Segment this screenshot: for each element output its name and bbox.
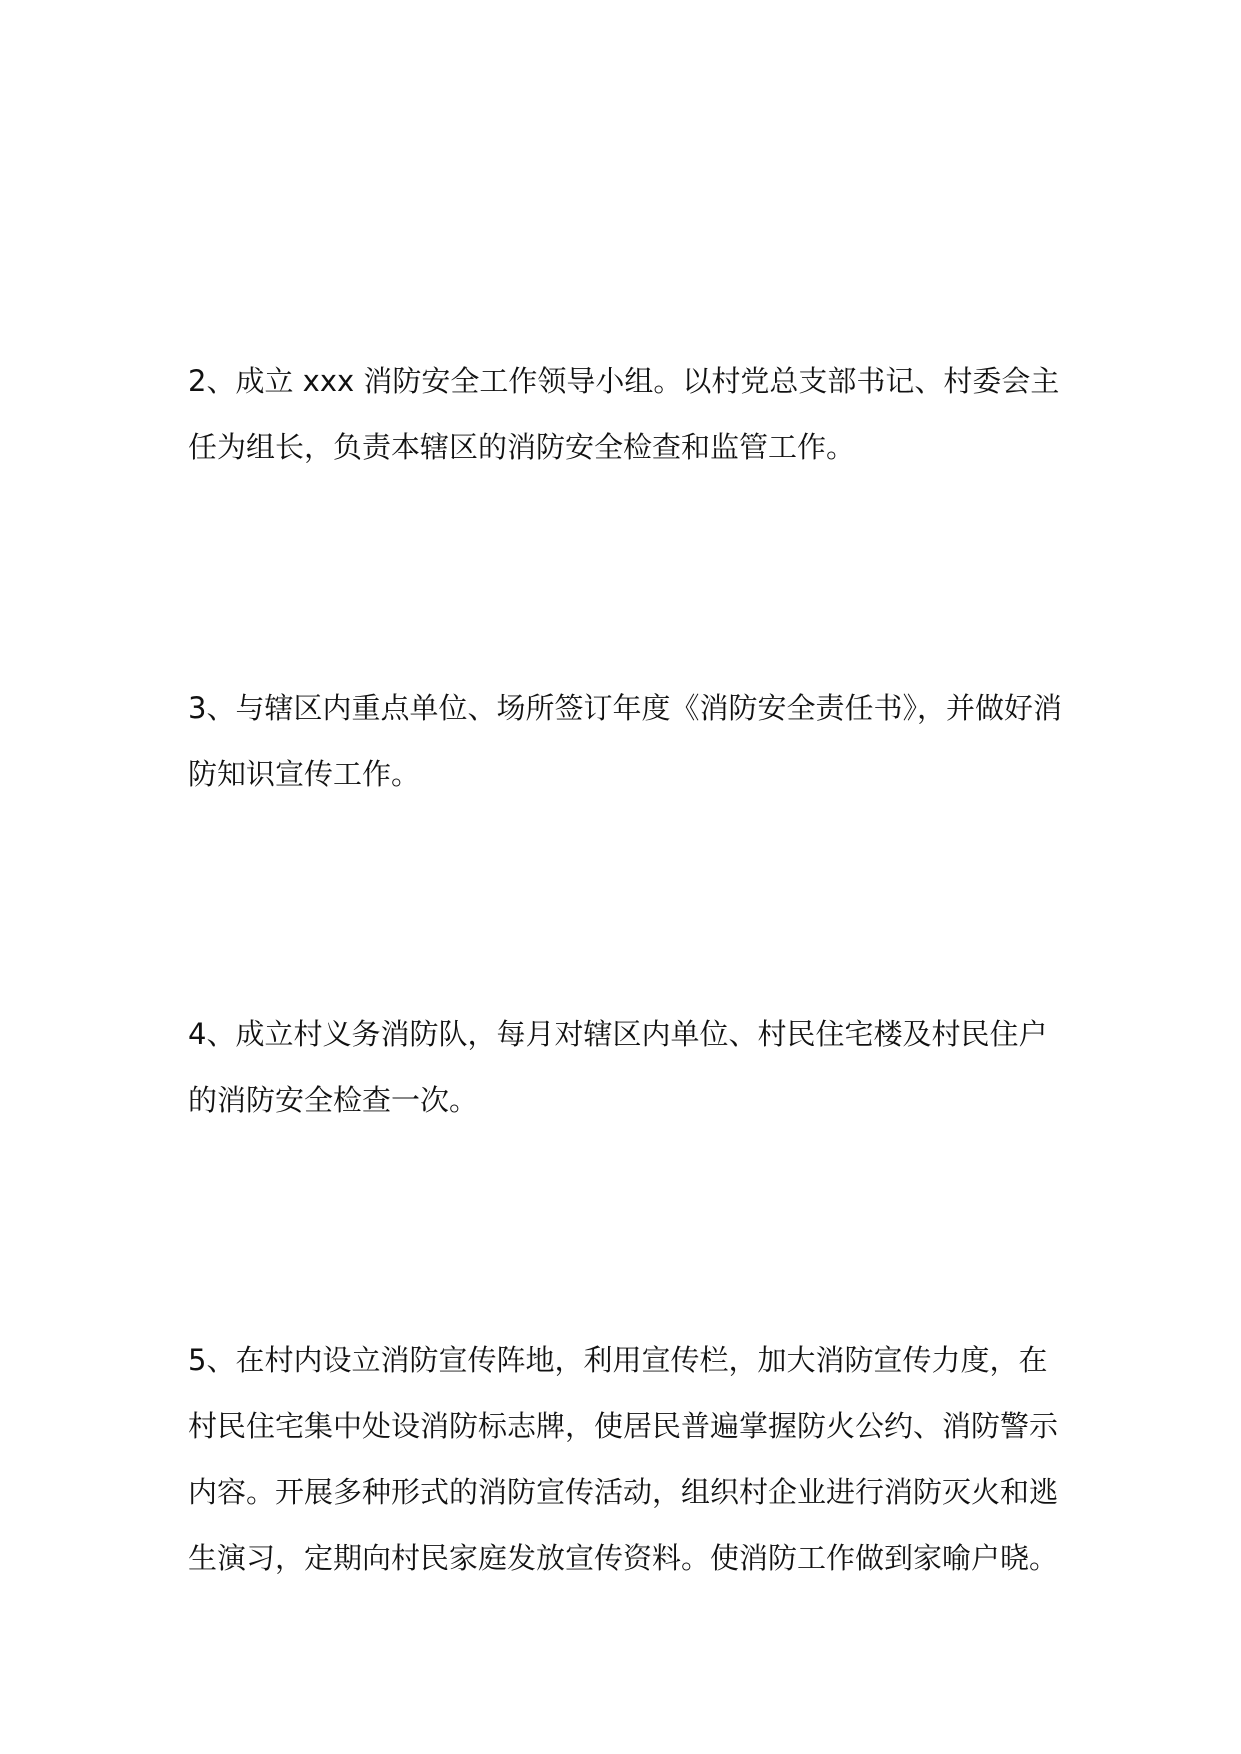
paragraph-item-4 bbox=[188, 1001, 1068, 1133]
paragraph-line: 内容。开展多种形式的消防宣传活动，组织村企业进行消防灭火和逃 bbox=[188, 1475, 1059, 1509]
paragraph-line: 的消防安全检查一次。 bbox=[188, 1083, 479, 1117]
paragraph-line: 2、成立 xxx 消防安全工作领导小组。以村党总支部书记、村委会主 bbox=[188, 364, 1060, 398]
paragraph-item-2 bbox=[188, 348, 1068, 480]
paragraph-item-5 bbox=[188, 1327, 1068, 1591]
paragraph-line: 4、成立村义务消防队，每月对辖区内单位、村民住宅楼及村民住户 bbox=[188, 1017, 1048, 1051]
paragraph-item-3 bbox=[188, 675, 1068, 807]
paragraph-line: 3、与辖区内重点单位、场所签订年度《消防安全责任书》，并做好消 bbox=[188, 691, 1062, 725]
paragraph-line: 5、在村内设立消防宣传阵地，利用宣传栏，加大消防宣传力度，在 bbox=[188, 1343, 1048, 1377]
paragraph-line: 防知识宣传工作。 bbox=[188, 757, 421, 791]
paragraph-line: 村民住宅集中处设消防标志牌，使居民普遍掌握防火公约、消防警示 bbox=[188, 1409, 1059, 1443]
paragraph-line: 生演习，定期向村民家庭发放宣传资料。使消防工作做到家喻户晓。 bbox=[188, 1541, 1059, 1575]
paragraph-line: 任为组长，负责本辖区的消防安全检查和监管工作。 bbox=[188, 430, 856, 464]
